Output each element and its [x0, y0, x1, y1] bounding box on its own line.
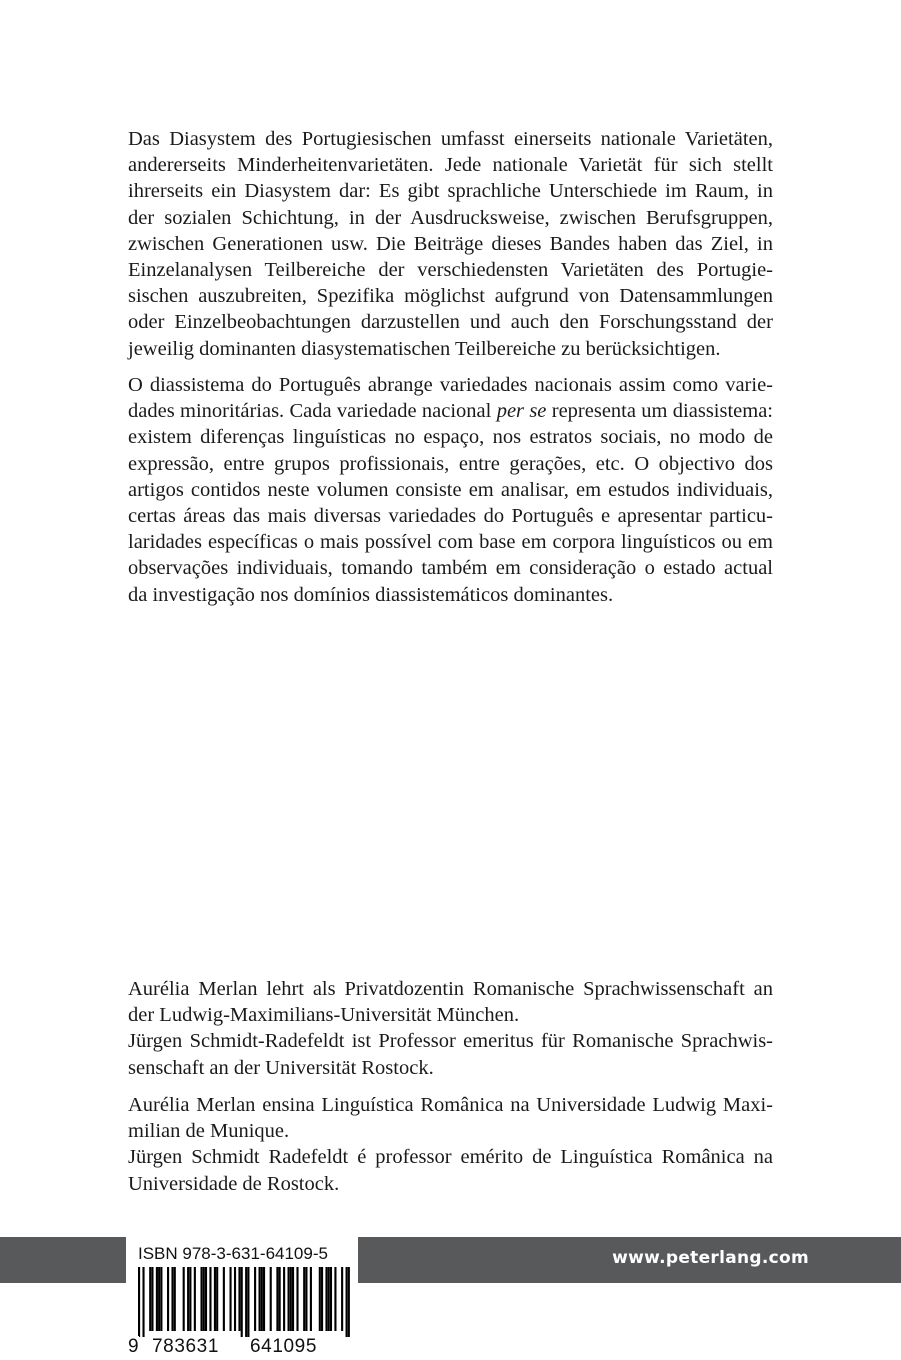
barcode-bar — [209, 1267, 211, 1331]
text-line: da investigação nos domínios diassistemáticos dominantes. — [128, 583, 614, 606]
barcode-digits-right: 641095 — [250, 1336, 318, 1357]
barcode-bar — [229, 1267, 231, 1331]
barcode-bar — [214, 1267, 216, 1331]
barcode-bar — [187, 1267, 189, 1331]
barcode-bar — [321, 1267, 323, 1331]
barcode-bar — [288, 1267, 290, 1331]
barcode-bar — [303, 1267, 305, 1331]
barcode-bar — [194, 1267, 196, 1331]
barcode-bar — [261, 1267, 263, 1331]
barcode-bar — [156, 1267, 158, 1331]
text-line: certas áreas das mais diversas variedades do Português e apresentar particu- — [128, 505, 773, 528]
barcode-bar — [292, 1267, 294, 1331]
text-line: senschaft an der Universität Rostock. — [128, 1056, 434, 1079]
barcode-bar — [234, 1267, 236, 1331]
text-line: existem diferenças linguísticas no espaço, nos estratos sociais, no modo de — [128, 426, 773, 449]
text-line: Das Diasystem des Portugiesischen umfasst einerseits nationale Varietäten, — [128, 128, 773, 150]
barcode-digits-left: 783631 — [152, 1336, 220, 1357]
text-line: der sozialen Schichtung, in der Ausdrucksweise, zwischen Berufsgruppen, — [128, 206, 773, 229]
barcode-bar — [276, 1267, 278, 1331]
text-line: Aurélia Merlan lehrt als Privatdozentin Romanische Sprachwissenschaft an — [128, 978, 773, 1000]
barcode-bar — [149, 1267, 151, 1331]
text-line: zwischen Generationen usw. Die Beiträge dieses Bandes haben das Ziel, in — [128, 232, 773, 255]
text-line-with-italic — [128, 398, 773, 424]
barcode-digit-prefix: 9 — [128, 1336, 140, 1357]
portuguese-description — [128, 372, 773, 608]
text-line: milian de Munique. — [128, 1120, 290, 1143]
barcode-bar — [334, 1267, 336, 1331]
barcode-bar — [142, 1267, 144, 1337]
barcode-bar — [346, 1267, 348, 1337]
text-line: artigos contidos neste volumen consiste em analisar, em estudos individuais, — [128, 478, 773, 501]
barcode-bar — [325, 1267, 327, 1331]
publisher-website[interactable]: www.peterlang.com — [612, 1248, 809, 1268]
barcode-bar — [223, 1267, 225, 1331]
text-segment: representa um diassistema: — [546, 400, 774, 423]
barcode-bar — [330, 1267, 332, 1331]
text-line: expressão, entre grupos profissionais, entre gerações, etc. O objectivo dos — [128, 452, 773, 475]
barcode-bar — [171, 1267, 173, 1331]
barcode-bar — [254, 1267, 256, 1331]
barcode-bar — [205, 1267, 207, 1331]
barcode-bar — [245, 1267, 247, 1337]
barcode-bar — [283, 1267, 285, 1331]
barcode-bar — [279, 1267, 281, 1331]
barcode-bar — [270, 1267, 272, 1331]
italic-term: per se — [496, 400, 547, 423]
text-line: oder Einzelbeobachtungen darzustellen und auch den Forschungsstand der — [128, 311, 773, 334]
text-line: jeweilig dominanten diasystematischen Teilbereiche zu berücksichtigen. — [128, 337, 721, 360]
barcode-bar — [200, 1267, 202, 1331]
barcode-icon — [138, 1267, 350, 1337]
barcode-bar — [216, 1267, 218, 1331]
text-line: Jürgen Schmidt-Radefeldt ist Professor emeritus für Romanische Sprachwis- — [128, 1030, 773, 1053]
barcode-bar — [247, 1267, 249, 1337]
barcode-bar — [263, 1267, 265, 1331]
isbn-label: ISBN 978-3-631-64109-5 — [138, 1244, 328, 1263]
barcode-bar — [160, 1267, 162, 1331]
text-line: Universidade de Rostock. — [128, 1172, 340, 1195]
barcode-bar — [290, 1267, 292, 1331]
barcode-bar — [203, 1267, 205, 1331]
barcode-bar — [305, 1267, 307, 1331]
text-line: O diassistema do Português abrange variedades nacionais assim como varie- — [128, 374, 773, 396]
text-line: Einzelanalysen Teilbereiche der verschiedensten Varietäten des Portugie- — [128, 259, 773, 282]
barcode-bar — [296, 1267, 298, 1331]
barcode-bar — [259, 1267, 261, 1331]
text-line: der Ludwig-Maximilians-Universität München. — [128, 1004, 520, 1027]
barcode-bar — [238, 1267, 240, 1331]
barcode-bar — [348, 1267, 350, 1337]
text-line: andererseits Minderheitenvarietäten. Jede nationale Varietät für sich stellt — [128, 154, 773, 177]
barcode-bar — [183, 1267, 185, 1331]
text-line: sischen auszubreiten, Spezifika möglichst aufgrund von Datensammlungen — [128, 285, 773, 308]
author-bio-portuguese — [128, 1092, 773, 1197]
barcode-bar — [138, 1267, 140, 1337]
text-line: observações individuais, tomando também em consideração o estado actual — [128, 557, 773, 580]
german-description — [128, 126, 773, 362]
barcode-bar — [241, 1267, 243, 1337]
barcode-bar — [151, 1267, 153, 1331]
text-line: ihrerseits ein Diasystem dar: Es gibt sprachliche Unterschiede im Raum, in — [128, 180, 773, 203]
text-line: Jürgen Schmidt Radefeldt é professor emérito de Linguística Românica na — [128, 1146, 773, 1169]
barcode-bar — [158, 1267, 160, 1331]
text-segment: dades minoritárias. Cada variedade nacional — [128, 400, 497, 423]
text-line: laridades específicas o mais possível com base em corpora linguísticos ou em — [128, 531, 773, 554]
text-line: Aurélia Merlan ensina Linguística Românica na Universidade Ludwig Maxi- — [128, 1094, 773, 1116]
barcode-bar — [341, 1267, 343, 1331]
barcode-bar — [319, 1267, 321, 1331]
barcode-bar — [174, 1267, 176, 1331]
author-bio-german — [128, 976, 773, 1081]
barcode-bar — [167, 1267, 169, 1331]
barcode-bar — [328, 1267, 330, 1331]
barcode-bar — [189, 1267, 191, 1331]
barcode-bar — [310, 1267, 312, 1331]
